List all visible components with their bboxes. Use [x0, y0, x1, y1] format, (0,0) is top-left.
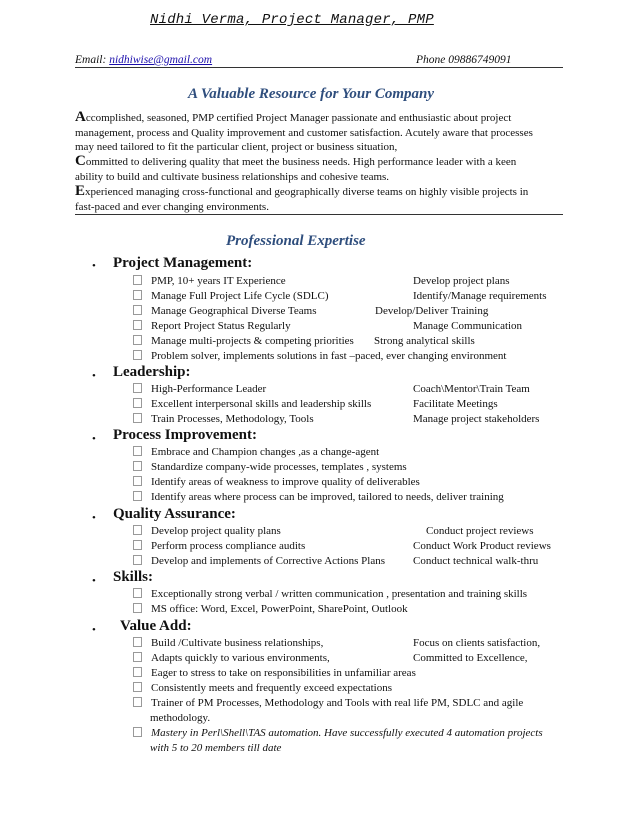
list-item-right: Manage project stakeholders: [413, 413, 540, 425]
list-item: [133, 652, 330, 664]
list-item: [133, 476, 420, 488]
checkbox-icon: [133, 413, 142, 423]
contact-email-line: [75, 54, 212, 66]
section-title-value-add: Value Add:: [120, 618, 192, 634]
section-bullet: •: [92, 575, 96, 587]
intro-para-3-text: xperienced managing cross-functional and geographically diverse teams on highly visible projects in: [85, 186, 529, 198]
list-item: [133, 491, 504, 503]
list-item-text: Eager to stress to take on responsibilities in unfamiliar areas: [151, 667, 416, 679]
header-divider: [75, 67, 563, 68]
list-item-text: Standardize company-wide processes, templates , systems: [151, 461, 407, 473]
tagline-heading: A Valuable Resource for Your Company: [188, 86, 435, 102]
intro-para-2-text: ommitted to delivering quality that meet the business needs. High performance leader with a keen: [85, 156, 517, 168]
section-title-skills: Skills:: [113, 569, 154, 585]
intro-para-1-cap: A: [75, 109, 86, 125]
list-item-text: Build /Cultivate business relationships,: [151, 637, 324, 649]
section-title-leadership: Leadership:: [113, 364, 191, 380]
email-label: Email:: [75, 54, 107, 66]
list-item-continuation: methodology.: [150, 712, 211, 724]
intro-para-1: [75, 110, 511, 125]
intro-para-1-line3: may need tailored to fit the particular client, project or business situation,: [75, 141, 398, 153]
checkbox-icon: [133, 350, 142, 360]
checkbox-icon: [133, 588, 142, 598]
list-item-right: Committed to Excellence,: [413, 652, 528, 664]
section-title-quality-assurance: Quality Assurance:: [113, 506, 236, 522]
list-item-text: High-Performance Leader: [151, 383, 267, 395]
checkbox-icon: [133, 697, 142, 707]
list-item: [133, 446, 379, 458]
list-item-text: Adapts quickly to various environments,: [151, 652, 330, 664]
checkbox-icon: [133, 525, 142, 535]
list-item: [133, 540, 305, 552]
list-item-text: Train Processes, Methodology, Tools: [151, 413, 314, 425]
list-item-text: Report Project Status Regularly: [151, 320, 291, 332]
list-item-text: PMP, 10+ years IT Experience: [151, 275, 286, 287]
list-item-text: Excellent interpersonal skills and leadership skills: [151, 398, 372, 410]
checkbox-icon: [133, 540, 142, 550]
list-item-right: Conduct Work Product reviews: [413, 540, 551, 552]
list-item-text: Develop and implements of Corrective Actions Plans: [151, 555, 386, 567]
checkbox-icon: [133, 603, 142, 613]
list-item-right: Identify/Manage requirements: [413, 290, 547, 302]
list-item-continuation: with 5 to 20 members till date: [150, 742, 282, 754]
list-item: [133, 682, 392, 694]
section-title-project-management: Project Management:: [113, 255, 253, 271]
list-item-text: Perform process compliance audits: [151, 540, 306, 552]
section-bullet: •: [92, 260, 96, 272]
intro-para-1-line2: management, process and Quality improvement and customer satisfaction. Acutely aware that processes: [75, 127, 533, 139]
checkbox-icon: [133, 637, 142, 647]
intro-para-3-line2: fast-paced and ever changing environments.: [75, 201, 269, 213]
list-item: [133, 320, 291, 332]
list-item-text: Develop project quality plans: [151, 525, 281, 537]
list-item: [133, 555, 385, 567]
list-item: [133, 588, 527, 600]
checkbox-icon: [133, 555, 142, 565]
checkbox-icon: [133, 320, 142, 330]
section-title-process-improvement: Process Improvement:: [113, 427, 257, 443]
checkbox-icon: [133, 335, 142, 345]
email-link[interactable]: nidhiwise@gmail.com: [109, 54, 213, 66]
list-item: [133, 290, 329, 302]
list-item-text: Exceptionally strong verbal / written communication , presentation and training skills: [151, 588, 528, 600]
list-item-right: Develop/Deliver Training: [375, 305, 489, 317]
list-item-right: Conduct technical walk-thru: [413, 555, 539, 567]
list-item-right: Develop project plans: [413, 275, 510, 287]
list-item: [133, 383, 266, 395]
checkbox-icon: [133, 305, 142, 315]
list-item-right: Facilitate Meetings: [413, 398, 498, 410]
list-item-text: Manage Full Project Life Cycle (SDLC): [151, 290, 329, 302]
checkbox-icon: [133, 290, 142, 300]
intro-para-2: [75, 153, 516, 170]
checkbox-icon: [133, 727, 142, 737]
list-item: [133, 275, 286, 287]
list-item-text: Identify areas where process can be improved, tailored to needs, deliver training: [151, 491, 504, 503]
list-item-right: Focus on clients satisfaction,: [413, 637, 541, 649]
section-bullet: •: [92, 624, 96, 636]
expertise-heading: Professional Expertise: [226, 233, 366, 249]
list-item-text: Manage Geographical Diverse Teams: [151, 305, 317, 317]
checkbox-icon: [133, 667, 142, 677]
list-item: [133, 697, 523, 709]
checkbox-icon: [133, 476, 142, 486]
section-bullet: •: [92, 370, 96, 382]
list-item-right: Manage Communication: [413, 320, 523, 332]
section-bullet: •: [92, 512, 96, 524]
list-item-right: Strong analytical skills: [374, 335, 475, 347]
intro-para-1-text: ccomplished, seasoned, PMP certified Project Manager passionate and enthusiastic about project: [85, 112, 512, 124]
intro-divider: [75, 214, 563, 215]
list-item-text: MS office: Word, Excel, PowerPoint, SharePoint, Outlook: [151, 603, 408, 615]
list-item: [133, 335, 354, 347]
list-item: [133, 398, 371, 410]
checkbox-icon: [133, 461, 142, 471]
list-item: [133, 637, 323, 649]
section-bullet: •: [92, 433, 96, 445]
list-item-right: Conduct project reviews: [426, 525, 534, 537]
resume-name-title: Nidhi Verma, Project Manager, PMP: [150, 12, 434, 28]
list-item-text: Consistently meets and frequently exceed expectations: [151, 682, 393, 694]
list-item: [133, 413, 314, 425]
checkbox-icon: [133, 491, 142, 501]
intro-para-3-cap: E: [75, 183, 86, 199]
checkbox-icon: [133, 652, 142, 662]
checkbox-icon: [133, 275, 142, 285]
list-item: [133, 667, 416, 679]
checkbox-icon: [133, 383, 142, 393]
list-item: [133, 727, 543, 739]
intro-para-3: [75, 183, 528, 200]
checkbox-icon: [133, 398, 142, 408]
list-item: [133, 461, 407, 473]
contact-phone: Phone 09886749091: [416, 54, 512, 66]
intro-para-2-cap: C: [75, 153, 86, 169]
list-item: [133, 350, 506, 362]
list-item-text: Identify areas of weakness to improve quality of deliverables: [151, 476, 420, 488]
checkbox-icon: [133, 446, 142, 456]
list-item-text: Embrace and Champion changes ,as a change-agent: [151, 446, 380, 458]
list-item: [133, 305, 317, 317]
list-item-text: Mastery in Perl\Shell\TAS automation. Have successfully executed 4 automation projects: [151, 727, 543, 739]
list-item-text: Problem solver, implements solutions in fast –paced, ever changing environment: [151, 350, 507, 362]
list-item-right: Coach\Mentor\Train Team: [413, 383, 530, 395]
intro-para-2-line2: ability to build and cultivate business relationships and cohesive teams.: [75, 171, 390, 183]
list-item: [133, 603, 408, 615]
list-item-text: Manage multi-projects & competing priorities: [151, 335, 354, 347]
list-item: [133, 525, 281, 537]
checkbox-icon: [133, 682, 142, 692]
list-item-text: Trainer of PM Processes, Methodology and Tools with real life PM, SDLC and agile: [151, 697, 524, 709]
